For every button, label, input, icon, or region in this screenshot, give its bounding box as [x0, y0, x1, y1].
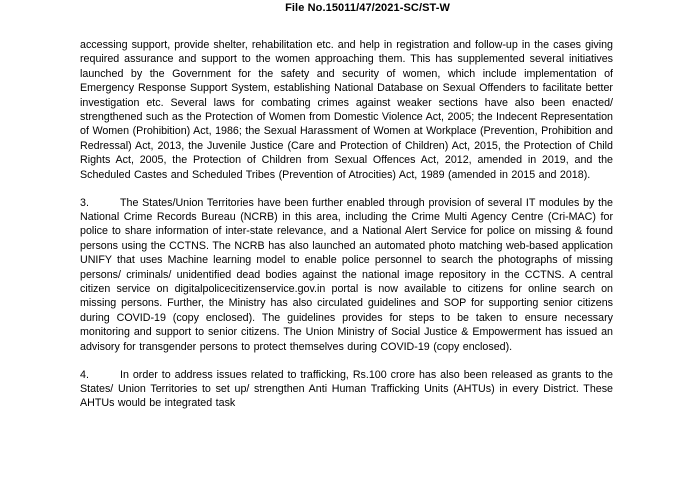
paragraph-4 — [80, 368, 613, 411]
paragraph-continuation — [80, 38, 613, 182]
document-body — [80, 38, 613, 424]
paragraph-number: 4. — [80, 368, 89, 381]
file-number-header: File No.15011/47/2021-SC/ST-W — [285, 2, 450, 14]
paragraph-number: 3. — [80, 196, 89, 209]
paragraph-text: In order to address issues related to trafficking, Rs.100 crore has also been released as grants to the States/ Union Territories to set up/ strengthen Anti Human Trafficking Units (AHTUs) in every District. These AHTUs would be integrated task — [80, 368, 613, 410]
paragraph-text: The States/Union Territories have been further enabled through provision of several IT modules by the National Crime Records Bureau (NCRB) in this area, including the Crime Multi Agency Centre (Cri-MAC) for police to share information of inter-state relevance, and a National Alert Service for police on missing & found persons using the CCTNS. The NCRB has also launched an automated photo matching web-based application UNIFY that uses Machine learning model to enable police personnel to search the photographs of missing persons/ criminals/ unidentified dead bodies against the national image repository in the CCTNS. A central citizen service on digitalpolicecitizenservice.gov.in portal is now available to citizens for online search on missing persons. Further, the Ministry has also circulated guidelines and SOP for supporting senior citizens during COVID-19 (copy enclosed). The guidelines provides for steps to be taken to ensure necessary monitoring and support to senior citizens. The Union Ministry of Social Justice & Empowerment has issued an advisory for transgender persons to protect themselves during COVID-19 (copy enclosed). — [80, 196, 613, 353]
paragraph-3 — [80, 196, 613, 354]
paragraph-text: accessing support, provide shelter, rehabilitation etc. and help in registration and follow-up in the cases giving required assurance and support to the women approaching them. This has supplemented several initiatives launched by the Government for the safety and security of women, which include implementation of Emergency Response Support System, establishing National Database on Sexual Offenders to facilitate better investigation etc. Several laws for combating crimes against weaker sections have also been enacted/ strengthened such as the Protection of Women from Domestic Violence Act, 2005; the Indecent Representation of Women (Prohibition) Act, 1986; the Sexual Harassment of Women at Workplace (Prevention, Prohibition and Redressal) Act, 2013, the Juvenile Justice (Care and Protection of Children) Act, 2015, the Protection of Child Rights Act, 2005, the Protection of Children from Sexual Offences Act, 2012, amended in 2019, and the Scheduled Castes and Scheduled Tribes (Prevention of Atrocities) Act, 1989 (amended in 2015 and 2018). — [80, 39, 613, 181]
